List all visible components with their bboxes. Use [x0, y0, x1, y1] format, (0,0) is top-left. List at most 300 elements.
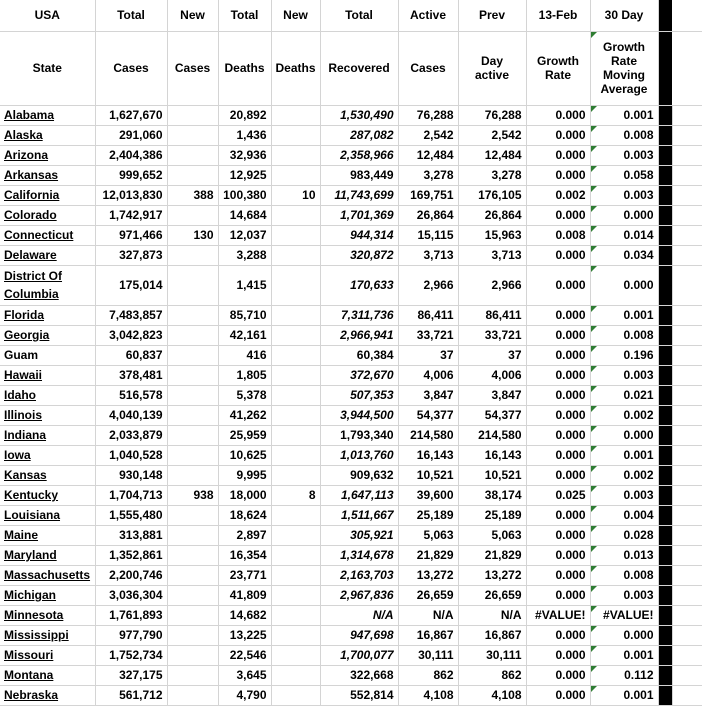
row-total-deaths[interactable]: 10,625 — [218, 445, 271, 465]
row-growth-rate[interactable]: 0.000 — [526, 305, 590, 325]
row-state-cell[interactable] — [0, 225, 95, 245]
table-row[interactable] — [0, 165, 702, 185]
row-active-cases[interactable]: 3,847 — [398, 385, 458, 405]
row-total-cases[interactable]: 4,040,139 — [95, 405, 167, 425]
row-total-deaths[interactable]: 18,624 — [218, 505, 271, 525]
state-link[interactable]: Maine — [4, 527, 39, 542]
row-total-cases[interactable]: 327,873 — [95, 245, 167, 265]
table-row[interactable] — [0, 665, 702, 685]
row-growth-rate-moving-average[interactable]: 0.003 — [590, 365, 658, 385]
row-total-deaths[interactable]: 41,262 — [218, 405, 271, 425]
row-active-cases[interactable]: 76,288 — [398, 105, 458, 125]
state-link[interactable]: Kentucky — [4, 487, 59, 502]
row-active-cases[interactable]: 862 — [398, 665, 458, 685]
row-total-recovered[interactable]: 170,633 — [320, 265, 398, 305]
row-new-deaths[interactable] — [271, 445, 320, 465]
row-state-cell[interactable] — [0, 325, 95, 345]
row-total-recovered[interactable]: 2,966,941 — [320, 325, 398, 345]
row-new-cases[interactable] — [167, 665, 218, 685]
row-new-deaths[interactable]: 10 — [271, 185, 320, 205]
table-row[interactable] — [0, 385, 702, 405]
row-growth-rate[interactable]: 0.000 — [526, 465, 590, 485]
row-new-deaths[interactable] — [271, 345, 320, 365]
row-new-deaths[interactable] — [271, 125, 320, 145]
row-new-deaths[interactable] — [271, 105, 320, 125]
row-new-cases[interactable] — [167, 305, 218, 325]
row-state-cell[interactable] — [0, 505, 95, 525]
row-prev-day-active[interactable]: 3,847 — [458, 385, 526, 405]
row-total-deaths[interactable]: 2,897 — [218, 525, 271, 545]
row-total-cases[interactable]: 175,014 — [95, 265, 167, 305]
row-active-cases[interactable]: 4,108 — [398, 685, 458, 705]
row-total-recovered[interactable]: 1,511,667 — [320, 505, 398, 525]
row-state-cell[interactable] — [0, 305, 95, 325]
row-active-cases[interactable]: N/A — [398, 605, 458, 625]
row-growth-rate[interactable]: #VALUE! — [526, 605, 590, 625]
row-new-deaths[interactable] — [271, 625, 320, 645]
empty-tail-cell[interactable] — [672, 525, 702, 545]
row-active-cases[interactable]: 2,542 — [398, 125, 458, 145]
row-total-cases[interactable]: 1,040,528 — [95, 445, 167, 465]
row-new-cases[interactable] — [167, 205, 218, 225]
row-growth-rate[interactable]: 0.000 — [526, 505, 590, 525]
row-total-cases[interactable]: 291,060 — [95, 125, 167, 145]
row-prev-day-active[interactable]: 4,006 — [458, 365, 526, 385]
row-new-cases[interactable] — [167, 525, 218, 545]
row-state-cell[interactable] — [0, 605, 95, 625]
row-total-recovered[interactable]: 1,530,490 — [320, 105, 398, 125]
row-total-deaths[interactable]: 13,225 — [218, 625, 271, 645]
row-new-deaths[interactable] — [271, 205, 320, 225]
row-total-deaths[interactable]: 12,925 — [218, 165, 271, 185]
table-row[interactable] — [0, 185, 702, 205]
row-new-deaths[interactable] — [271, 245, 320, 265]
row-active-cases[interactable]: 16,867 — [398, 625, 458, 645]
row-total-deaths[interactable]: 416 — [218, 345, 271, 365]
row-total-deaths[interactable]: 23,771 — [218, 565, 271, 585]
row-growth-rate[interactable]: 0.000 — [526, 405, 590, 425]
row-prev-day-active[interactable]: N/A — [458, 605, 526, 625]
row-total-cases[interactable]: 971,466 — [95, 225, 167, 245]
table-row[interactable] — [0, 405, 702, 425]
row-growth-rate-moving-average[interactable]: 0.001 — [590, 445, 658, 465]
row-total-deaths[interactable]: 25,959 — [218, 425, 271, 445]
row-total-recovered[interactable]: 552,814 — [320, 685, 398, 705]
table-row[interactable] — [0, 465, 702, 485]
row-new-deaths[interactable] — [271, 505, 320, 525]
row-total-recovered[interactable]: 320,872 — [320, 245, 398, 265]
row-growth-rate[interactable]: 0.000 — [526, 645, 590, 665]
row-active-cases[interactable]: 15,115 — [398, 225, 458, 245]
empty-tail-cell[interactable] — [672, 425, 702, 445]
empty-tail-cell[interactable] — [672, 585, 702, 605]
row-active-cases[interactable]: 10,521 — [398, 465, 458, 485]
state-link[interactable]: Iowa — [4, 447, 31, 462]
row-new-deaths[interactable] — [271, 605, 320, 625]
row-state-cell[interactable] — [0, 385, 95, 405]
row-total-recovered[interactable]: 11,743,699 — [320, 185, 398, 205]
state-link[interactable]: Illinois — [4, 407, 43, 422]
empty-tail-cell[interactable] — [672, 605, 702, 625]
row-state-cell[interactable] — [0, 185, 95, 205]
row-total-cases[interactable]: 516,578 — [95, 385, 167, 405]
state-link[interactable]: Nebraska — [4, 687, 59, 702]
row-state-cell[interactable] — [0, 205, 95, 225]
row-total-cases[interactable]: 12,013,830 — [95, 185, 167, 205]
table-row[interactable] — [0, 125, 702, 145]
row-total-cases[interactable]: 561,712 — [95, 685, 167, 705]
state-link[interactable]: Georgia — [4, 327, 50, 342]
row-total-cases[interactable]: 1,555,480 — [95, 505, 167, 525]
row-total-recovered[interactable]: 1,793,340 — [320, 425, 398, 445]
row-new-deaths[interactable] — [271, 665, 320, 685]
row-total-recovered[interactable]: 7,311,736 — [320, 305, 398, 325]
row-active-cases[interactable]: 37 — [398, 345, 458, 365]
row-new-cases[interactable] — [167, 405, 218, 425]
row-new-deaths[interactable] — [271, 465, 320, 485]
row-state-cell[interactable] — [0, 145, 95, 165]
state-link[interactable]: Indiana — [4, 427, 47, 442]
row-total-cases[interactable]: 1,704,713 — [95, 485, 167, 505]
row-total-deaths[interactable]: 14,684 — [218, 205, 271, 225]
row-prev-day-active[interactable]: 3,713 — [458, 245, 526, 265]
row-active-cases[interactable]: 13,272 — [398, 565, 458, 585]
empty-tail-cell[interactable] — [672, 245, 702, 265]
row-total-recovered[interactable]: 2,967,836 — [320, 585, 398, 605]
row-state-cell[interactable] — [0, 545, 95, 565]
row-total-deaths[interactable]: 1,805 — [218, 365, 271, 385]
row-active-cases[interactable]: 26,864 — [398, 205, 458, 225]
row-prev-day-active[interactable]: 86,411 — [458, 305, 526, 325]
row-prev-day-active[interactable]: 21,829 — [458, 545, 526, 565]
row-growth-rate[interactable]: 0.000 — [526, 145, 590, 165]
row-total-cases[interactable]: 977,790 — [95, 625, 167, 645]
row-prev-day-active[interactable]: 25,189 — [458, 505, 526, 525]
row-prev-day-active[interactable]: 16,143 — [458, 445, 526, 465]
row-total-deaths[interactable]: 3,645 — [218, 665, 271, 685]
row-new-cases[interactable] — [167, 645, 218, 665]
row-total-recovered[interactable]: 1,013,760 — [320, 445, 398, 465]
state-link[interactable]: Arizona — [4, 147, 49, 162]
row-prev-day-active[interactable]: 15,963 — [458, 225, 526, 245]
row-growth-rate-moving-average[interactable]: 0.008 — [590, 125, 658, 145]
row-total-deaths[interactable]: 1,436 — [218, 125, 271, 145]
table-row[interactable] — [0, 345, 702, 365]
row-active-cases[interactable]: 3,713 — [398, 245, 458, 265]
empty-tail-cell[interactable] — [672, 345, 702, 365]
table-row[interactable] — [0, 485, 702, 505]
row-growth-rate-moving-average[interactable]: 0.001 — [590, 305, 658, 325]
row-new-deaths[interactable] — [271, 265, 320, 305]
table-row[interactable] — [0, 325, 702, 345]
row-total-cases[interactable]: 1,742,917 — [95, 205, 167, 225]
row-new-cases[interactable] — [167, 125, 218, 145]
row-prev-day-active[interactable]: 5,063 — [458, 525, 526, 545]
row-new-cases[interactable] — [167, 425, 218, 445]
row-growth-rate-moving-average[interactable]: 0.034 — [590, 245, 658, 265]
row-total-cases[interactable]: 930,148 — [95, 465, 167, 485]
row-growth-rate[interactable]: 0.008 — [526, 225, 590, 245]
row-prev-day-active[interactable]: 76,288 — [458, 105, 526, 125]
row-total-deaths[interactable]: 32,936 — [218, 145, 271, 165]
row-total-recovered[interactable]: 1,647,113 — [320, 485, 398, 505]
row-new-cases[interactable] — [167, 585, 218, 605]
state-link[interactable]: Florida — [4, 307, 45, 322]
state-link[interactable]: Hawaii — [4, 367, 43, 382]
row-growth-rate-moving-average[interactable]: 0.002 — [590, 405, 658, 425]
row-growth-rate-moving-average[interactable]: 0.002 — [590, 465, 658, 485]
row-state-cell[interactable] — [0, 105, 95, 125]
row-new-deaths[interactable] — [271, 305, 320, 325]
row-total-recovered[interactable]: 2,358,966 — [320, 145, 398, 165]
row-growth-rate-moving-average[interactable]: 0.003 — [590, 485, 658, 505]
state-link[interactable]: Minnesota — [4, 607, 64, 622]
state-link[interactable]: Delaware — [4, 247, 57, 262]
table-row[interactable] — [0, 245, 702, 265]
row-state-cell[interactable] — [0, 485, 95, 505]
empty-tail-cell[interactable] — [672, 625, 702, 645]
row-total-recovered[interactable]: 983,449 — [320, 165, 398, 185]
empty-tail-cell[interactable] — [672, 645, 702, 665]
row-new-cases[interactable] — [167, 265, 218, 305]
row-new-deaths[interactable] — [271, 405, 320, 425]
row-total-recovered[interactable]: 372,670 — [320, 365, 398, 385]
row-new-cases[interactable] — [167, 105, 218, 125]
state-link[interactable]: District Of Columbia — [4, 269, 63, 301]
row-state-cell[interactable] — [0, 525, 95, 545]
row-total-deaths[interactable]: 14,682 — [218, 605, 271, 625]
state-link[interactable]: Colorado — [4, 207, 57, 222]
row-active-cases[interactable]: 26,659 — [398, 585, 458, 605]
row-total-cases[interactable]: 3,042,823 — [95, 325, 167, 345]
row-growth-rate-moving-average[interactable]: 0.028 — [590, 525, 658, 545]
row-growth-rate[interactable]: 0.000 — [526, 245, 590, 265]
row-state-cell[interactable] — [0, 405, 95, 425]
row-new-cases[interactable] — [167, 345, 218, 365]
row-new-cases[interactable] — [167, 505, 218, 525]
row-state-cell[interactable] — [0, 445, 95, 465]
row-new-cases[interactable] — [167, 605, 218, 625]
row-new-cases[interactable]: 938 — [167, 485, 218, 505]
row-total-deaths[interactable]: 41,809 — [218, 585, 271, 605]
row-prev-day-active[interactable]: 4,108 — [458, 685, 526, 705]
row-growth-rate[interactable]: 0.000 — [526, 385, 590, 405]
row-new-cases[interactable] — [167, 165, 218, 185]
table-row[interactable] — [0, 565, 702, 585]
row-growth-rate-moving-average[interactable]: 0.004 — [590, 505, 658, 525]
row-new-deaths[interactable] — [271, 585, 320, 605]
row-total-cases[interactable]: 2,404,386 — [95, 145, 167, 165]
row-total-deaths[interactable]: 18,000 — [218, 485, 271, 505]
row-total-recovered[interactable]: 287,082 — [320, 125, 398, 145]
row-growth-rate-moving-average[interactable]: 0.001 — [590, 685, 658, 705]
row-total-deaths[interactable]: 85,710 — [218, 305, 271, 325]
row-prev-day-active[interactable]: 176,105 — [458, 185, 526, 205]
row-total-cases[interactable]: 1,761,893 — [95, 605, 167, 625]
row-active-cases[interactable]: 4,006 — [398, 365, 458, 385]
row-state-cell[interactable] — [0, 585, 95, 605]
empty-tail-cell[interactable] — [672, 545, 702, 565]
row-new-cases[interactable] — [167, 545, 218, 565]
state-link[interactable]: Alaska — [4, 127, 43, 142]
table-row[interactable] — [0, 585, 702, 605]
row-prev-day-active[interactable]: 16,867 — [458, 625, 526, 645]
row-new-deaths[interactable] — [271, 385, 320, 405]
table-row[interactable] — [0, 205, 702, 225]
row-new-deaths[interactable] — [271, 525, 320, 545]
row-total-cases[interactable]: 3,036,304 — [95, 585, 167, 605]
row-prev-day-active[interactable]: 2,966 — [458, 265, 526, 305]
row-new-cases[interactable] — [167, 145, 218, 165]
row-active-cases[interactable]: 3,278 — [398, 165, 458, 185]
empty-tail-cell[interactable] — [672, 445, 702, 465]
row-state-cell[interactable] — [0, 365, 95, 385]
row-total-recovered[interactable]: 2,163,703 — [320, 565, 398, 585]
row-new-cases[interactable] — [167, 625, 218, 645]
row-growth-rate-moving-average[interactable]: 0.112 — [590, 665, 658, 685]
empty-tail-cell[interactable] — [672, 505, 702, 525]
table-row[interactable] — [0, 145, 702, 165]
state-link[interactable]: Connecticut — [4, 227, 74, 242]
row-total-deaths[interactable]: 1,415 — [218, 265, 271, 305]
row-prev-day-active[interactable]: 214,580 — [458, 425, 526, 445]
row-prev-day-active[interactable]: 33,721 — [458, 325, 526, 345]
row-state-cell[interactable] — [0, 345, 95, 365]
row-growth-rate-moving-average[interactable]: 0.000 — [590, 205, 658, 225]
row-growth-rate-moving-average[interactable]: 0.001 — [590, 105, 658, 125]
state-link[interactable]: Alabama — [4, 107, 55, 122]
empty-tail-cell[interactable] — [672, 405, 702, 425]
row-total-deaths[interactable]: 3,288 — [218, 245, 271, 265]
row-prev-day-active[interactable]: 26,659 — [458, 585, 526, 605]
empty-tail-cell[interactable] — [672, 185, 702, 205]
row-state-cell[interactable] — [0, 245, 95, 265]
row-growth-rate[interactable]: 0.000 — [526, 365, 590, 385]
table-row[interactable] — [0, 225, 702, 245]
row-total-deaths[interactable]: 16,354 — [218, 545, 271, 565]
row-new-deaths[interactable] — [271, 685, 320, 705]
empty-tail-cell[interactable] — [672, 145, 702, 165]
row-new-cases[interactable] — [167, 325, 218, 345]
row-active-cases[interactable]: 169,751 — [398, 185, 458, 205]
row-growth-rate-moving-average[interactable]: 0.000 — [590, 425, 658, 445]
row-growth-rate[interactable]: 0.000 — [526, 325, 590, 345]
row-total-recovered[interactable]: 60,384 — [320, 345, 398, 365]
row-prev-day-active[interactable]: 10,521 — [458, 465, 526, 485]
row-growth-rate[interactable]: 0.000 — [526, 125, 590, 145]
empty-tail-cell[interactable] — [672, 225, 702, 245]
row-active-cases[interactable]: 12,484 — [398, 145, 458, 165]
row-state-cell[interactable] — [0, 565, 95, 585]
row-growth-rate-moving-average[interactable]: #VALUE! — [590, 605, 658, 625]
row-total-cases[interactable]: 60,837 — [95, 345, 167, 365]
row-new-deaths[interactable] — [271, 145, 320, 165]
row-total-deaths[interactable]: 100,380 — [218, 185, 271, 205]
row-active-cases[interactable]: 33,721 — [398, 325, 458, 345]
row-active-cases[interactable]: 30,111 — [398, 645, 458, 665]
empty-tail-cell[interactable] — [672, 465, 702, 485]
row-total-cases[interactable]: 2,200,746 — [95, 565, 167, 585]
row-growth-rate[interactable]: 0.000 — [526, 565, 590, 585]
row-growth-rate[interactable]: 0.000 — [526, 625, 590, 645]
row-growth-rate-moving-average[interactable]: 0.003 — [590, 585, 658, 605]
row-growth-rate[interactable]: 0.000 — [526, 585, 590, 605]
empty-tail-cell[interactable] — [672, 365, 702, 385]
row-growth-rate-moving-average[interactable]: 0.003 — [590, 145, 658, 165]
row-growth-rate[interactable]: 0.000 — [526, 345, 590, 365]
row-state-cell[interactable] — [0, 425, 95, 445]
row-growth-rate[interactable]: 0.000 — [526, 165, 590, 185]
row-growth-rate[interactable]: 0.025 — [526, 485, 590, 505]
row-growth-rate[interactable]: 0.000 — [526, 265, 590, 305]
state-link[interactable]: Idaho — [4, 387, 36, 402]
row-prev-day-active[interactable]: 2,542 — [458, 125, 526, 145]
row-total-recovered[interactable]: 947,698 — [320, 625, 398, 645]
table-row[interactable] — [0, 425, 702, 445]
state-link[interactable]: Missouri — [4, 647, 54, 662]
row-total-recovered[interactable]: 1,700,077 — [320, 645, 398, 665]
row-new-cases[interactable] — [167, 245, 218, 265]
row-growth-rate[interactable]: 0.002 — [526, 185, 590, 205]
empty-tail-cell[interactable] — [672, 165, 702, 185]
row-new-cases[interactable] — [167, 685, 218, 705]
table-row[interactable] — [0, 265, 702, 305]
row-active-cases[interactable]: 21,829 — [398, 545, 458, 565]
row-total-deaths[interactable]: 42,161 — [218, 325, 271, 345]
row-growth-rate-moving-average[interactable]: 0.013 — [590, 545, 658, 565]
row-new-deaths[interactable]: 8 — [271, 485, 320, 505]
row-total-cases[interactable]: 1,752,734 — [95, 645, 167, 665]
state-link[interactable]: Massachusetts — [4, 567, 91, 582]
table-row[interactable] — [0, 505, 702, 525]
row-new-cases[interactable] — [167, 465, 218, 485]
row-active-cases[interactable]: 54,377 — [398, 405, 458, 425]
row-total-deaths[interactable]: 22,546 — [218, 645, 271, 665]
row-new-cases[interactable] — [167, 385, 218, 405]
table-row[interactable] — [0, 305, 702, 325]
table-row[interactable] — [0, 645, 702, 665]
row-total-cases[interactable]: 999,652 — [95, 165, 167, 185]
row-total-cases[interactable]: 2,033,879 — [95, 425, 167, 445]
row-total-deaths[interactable]: 9,995 — [218, 465, 271, 485]
row-state-cell[interactable] — [0, 685, 95, 705]
row-prev-day-active[interactable]: 54,377 — [458, 405, 526, 425]
row-total-deaths[interactable]: 4,790 — [218, 685, 271, 705]
row-state-cell[interactable] — [0, 125, 95, 145]
table-row[interactable] — [0, 625, 702, 645]
row-total-recovered[interactable]: 1,314,678 — [320, 545, 398, 565]
table-row[interactable] — [0, 605, 702, 625]
row-growth-rate-moving-average[interactable]: 0.058 — [590, 165, 658, 185]
row-total-cases[interactable]: 7,483,857 — [95, 305, 167, 325]
row-new-cases[interactable]: 130 — [167, 225, 218, 245]
table-row[interactable] — [0, 685, 702, 705]
row-new-deaths[interactable] — [271, 325, 320, 345]
row-growth-rate-moving-average[interactable]: 0.000 — [590, 625, 658, 645]
empty-tail-cell[interactable] — [672, 325, 702, 345]
row-growth-rate[interactable]: 0.000 — [526, 685, 590, 705]
row-new-deaths[interactable] — [271, 425, 320, 445]
state-link[interactable]: Louisiana — [4, 507, 61, 522]
row-active-cases[interactable]: 86,411 — [398, 305, 458, 325]
row-growth-rate-moving-average[interactable]: 0.196 — [590, 345, 658, 365]
row-growth-rate-moving-average[interactable]: 0.008 — [590, 325, 658, 345]
row-new-cases[interactable] — [167, 445, 218, 465]
row-growth-rate[interactable]: 0.000 — [526, 425, 590, 445]
row-active-cases[interactable]: 214,580 — [398, 425, 458, 445]
row-growth-rate[interactable]: 0.000 — [526, 545, 590, 565]
row-growth-rate-moving-average[interactable]: 0.000 — [590, 265, 658, 305]
